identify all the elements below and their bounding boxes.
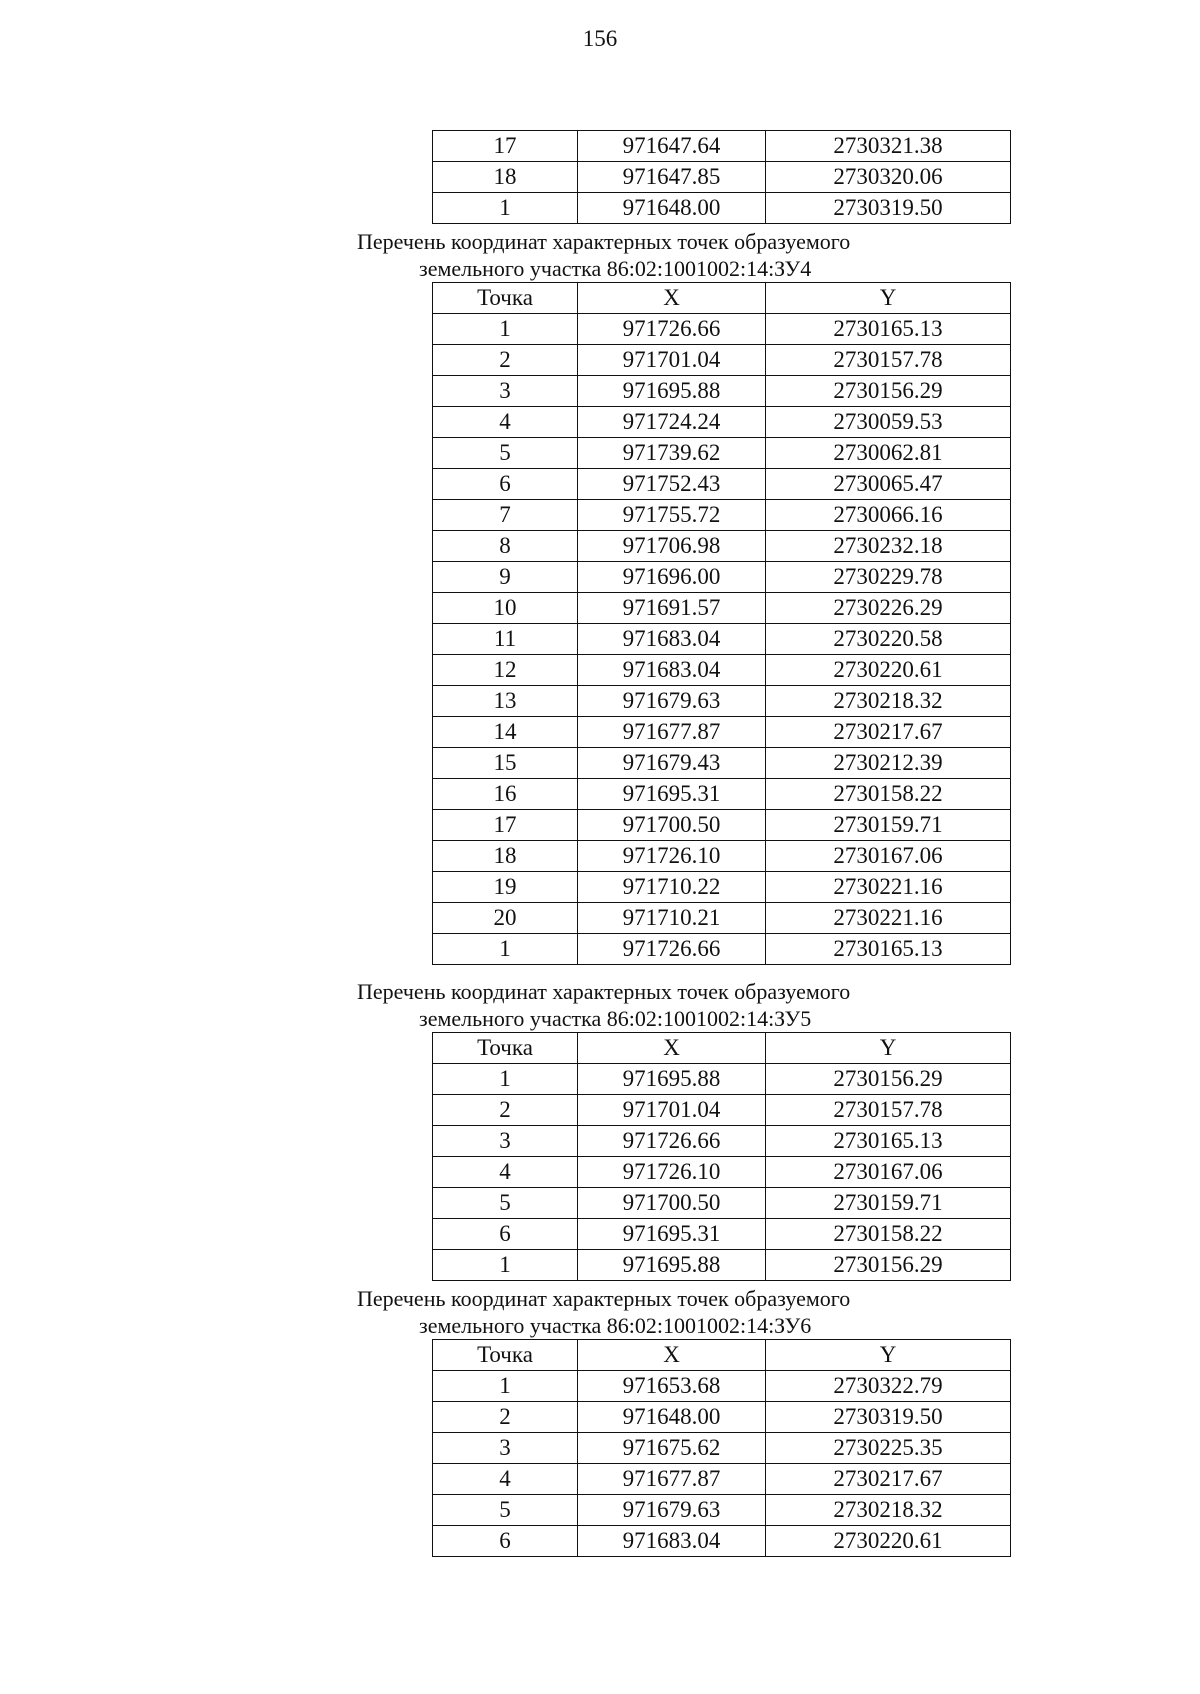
point-number-cell: 1 (433, 193, 578, 224)
y-coordinate-cell: 2730319.50 (766, 1402, 1011, 1433)
header-row (433, 283, 1011, 314)
caption-line-2: земельного участка 86:02:1001002:14:ЗУ5 (419, 1006, 812, 1031)
table-row (433, 903, 1011, 934)
x-coordinate-cell: 971679.63 (578, 1495, 766, 1526)
table-row (433, 1095, 1011, 1126)
point-number-cell: 9 (433, 562, 578, 593)
table-row (433, 1371, 1011, 1402)
coordinates-table (432, 130, 1011, 224)
table-row (433, 1526, 1011, 1557)
table-row (433, 162, 1011, 193)
table-caption (357, 228, 977, 282)
y-coordinate-cell: 2730220.58 (766, 624, 1011, 655)
header-row (433, 1033, 1011, 1064)
coordinates-block-zu6 (0, 1285, 1200, 1557)
table-row (433, 1126, 1011, 1157)
point-number-cell: 18 (433, 162, 578, 193)
point-number-cell: 1 (433, 314, 578, 345)
y-coordinate-cell: 2730156.29 (766, 1064, 1011, 1095)
y-coordinate-cell: 2730156.29 (766, 1250, 1011, 1281)
y-coordinate-cell: 2730217.67 (766, 1464, 1011, 1495)
table-row (433, 407, 1011, 438)
page-number: 156 (582, 26, 618, 51)
y-coordinate-cell: 2730066.16 (766, 500, 1011, 531)
point-number-cell: 14 (433, 717, 578, 748)
table-row (433, 1433, 1011, 1464)
table-row (433, 841, 1011, 872)
x-coordinate-cell: 971695.88 (578, 1250, 766, 1281)
coordinates-table (432, 1339, 1011, 1557)
point-number-cell: 5 (433, 1495, 578, 1526)
x-column-header: X (578, 1340, 766, 1371)
x-column-header: X (578, 283, 766, 314)
table-header (433, 1340, 1011, 1371)
point-number-cell: 5 (433, 438, 578, 469)
y-coordinate-cell: 2730156.29 (766, 376, 1011, 407)
point-number-cell: 8 (433, 531, 578, 562)
x-coordinate-cell: 971752.43 (578, 469, 766, 500)
point-number-cell: 17 (433, 131, 578, 162)
y-column-header: Y (766, 1033, 1011, 1064)
x-coordinate-cell: 971683.04 (578, 624, 766, 655)
table-body (433, 1064, 1011, 1281)
point-number-cell: 3 (433, 1433, 578, 1464)
x-coordinate-cell: 971677.87 (578, 717, 766, 748)
y-coordinate-cell: 2730165.13 (766, 934, 1011, 965)
point-column-header: Точка (433, 283, 578, 314)
table-row (433, 1495, 1011, 1526)
y-coordinate-cell: 2730218.32 (766, 1495, 1011, 1526)
table-row (433, 376, 1011, 407)
table-row (433, 779, 1011, 810)
x-coordinate-cell: 971695.31 (578, 1219, 766, 1250)
x-coordinate-cell: 971648.00 (578, 1402, 766, 1433)
point-number-cell: 2 (433, 1095, 578, 1126)
x-coordinate-cell: 971724.24 (578, 407, 766, 438)
y-coordinate-cell: 2730322.79 (766, 1371, 1011, 1402)
point-number-cell: 12 (433, 655, 578, 686)
x-coordinate-cell: 971679.63 (578, 686, 766, 717)
y-coordinate-cell: 2730165.13 (766, 1126, 1011, 1157)
coordinates-block-zu5 (0, 978, 1200, 1281)
x-coordinate-cell: 971677.87 (578, 1464, 766, 1495)
x-coordinate-cell: 971701.04 (578, 1095, 766, 1126)
point-number-cell: 3 (433, 376, 578, 407)
y-coordinate-cell: 2730062.81 (766, 438, 1011, 469)
table-row (433, 593, 1011, 624)
table-row (433, 655, 1011, 686)
point-number-cell: 15 (433, 748, 578, 779)
caption-line-1: Перечень координат характерных точек образуемого (357, 979, 851, 1004)
y-coordinate-cell: 2730159.71 (766, 1188, 1011, 1219)
table-row (433, 1188, 1011, 1219)
table-header (433, 1033, 1011, 1064)
y-coordinate-cell: 2730159.71 (766, 810, 1011, 841)
point-number-cell: 6 (433, 1526, 578, 1557)
point-number-cell: 7 (433, 500, 578, 531)
caption-line-2: земельного участка 86:02:1001002:14:ЗУ4 (419, 256, 812, 281)
x-coordinate-cell: 971701.04 (578, 345, 766, 376)
point-number-cell: 2 (433, 345, 578, 376)
point-number-cell: 11 (433, 624, 578, 655)
y-coordinate-cell: 2730167.06 (766, 841, 1011, 872)
point-number-cell: 2 (433, 1402, 578, 1433)
x-coordinate-cell: 971700.50 (578, 1188, 766, 1219)
point-number-cell: 17 (433, 810, 578, 841)
point-number-cell: 16 (433, 779, 578, 810)
table-row (433, 314, 1011, 345)
point-number-cell: 19 (433, 872, 578, 903)
table-row (433, 1064, 1011, 1095)
y-coordinate-cell: 2730059.53 (766, 407, 1011, 438)
x-coordinate-cell: 971691.57 (578, 593, 766, 624)
point-number-cell: 5 (433, 1188, 578, 1219)
x-coordinate-cell: 971726.66 (578, 934, 766, 965)
table-row (433, 934, 1011, 965)
y-coordinate-cell: 2730321.38 (766, 131, 1011, 162)
x-coordinate-cell: 971710.22 (578, 872, 766, 903)
table-row (433, 1464, 1011, 1495)
table-row (433, 1157, 1011, 1188)
y-coordinate-cell: 2730226.29 (766, 593, 1011, 624)
point-number-cell: 1 (433, 1371, 578, 1402)
y-coordinate-cell: 2730165.13 (766, 314, 1011, 345)
x-coordinate-cell: 971726.10 (578, 841, 766, 872)
x-coordinate-cell: 971679.43 (578, 748, 766, 779)
point-number-cell: 4 (433, 1157, 578, 1188)
coordinates-table (432, 1032, 1011, 1281)
y-coordinate-cell: 2730167.06 (766, 1157, 1011, 1188)
x-coordinate-cell: 971647.85 (578, 162, 766, 193)
table-row (433, 1250, 1011, 1281)
y-coordinate-cell: 2730220.61 (766, 1526, 1011, 1557)
y-coordinate-cell: 2730157.78 (766, 1095, 1011, 1126)
table-caption (357, 978, 977, 1032)
x-coordinate-cell: 971695.88 (578, 376, 766, 407)
y-column-header: Y (766, 1340, 1011, 1371)
table-row (433, 131, 1011, 162)
table-row (433, 624, 1011, 655)
table-row (433, 469, 1011, 500)
table-row (433, 810, 1011, 841)
x-coordinate-cell: 971739.62 (578, 438, 766, 469)
x-coordinate-cell: 971683.04 (578, 1526, 766, 1557)
y-coordinate-cell: 2730221.16 (766, 872, 1011, 903)
point-column-header: Точка (433, 1340, 578, 1371)
y-coordinate-cell: 2730217.67 (766, 717, 1011, 748)
caption-line-1: Перечень координат характерных точек образуемого (357, 1286, 851, 1311)
table-row (433, 193, 1011, 224)
point-number-cell: 3 (433, 1126, 578, 1157)
y-coordinate-cell: 2730232.18 (766, 531, 1011, 562)
y-coordinate-cell: 2730212.39 (766, 748, 1011, 779)
x-coordinate-cell: 971695.31 (578, 779, 766, 810)
point-number-cell: 13 (433, 686, 578, 717)
x-coordinate-cell: 971726.66 (578, 314, 766, 345)
table-body (433, 314, 1011, 965)
table-row (433, 1402, 1011, 1433)
y-coordinate-cell: 2730158.22 (766, 779, 1011, 810)
x-coordinate-cell: 971726.66 (578, 1126, 766, 1157)
y-coordinate-cell: 2730220.61 (766, 655, 1011, 686)
x-coordinate-cell: 971675.62 (578, 1433, 766, 1464)
y-coordinate-cell: 2730157.78 (766, 345, 1011, 376)
point-number-cell: 18 (433, 841, 578, 872)
point-number-cell: 4 (433, 1464, 578, 1495)
coordinates-block-continued (0, 130, 1200, 224)
x-coordinate-cell: 971647.64 (578, 131, 766, 162)
table-body (433, 131, 1011, 224)
coordinates-table (432, 282, 1011, 965)
table-row (433, 562, 1011, 593)
caption-line-2: земельного участка 86:02:1001002:14:ЗУ6 (419, 1313, 812, 1338)
y-coordinate-cell: 2730229.78 (766, 562, 1011, 593)
point-number-cell: 20 (433, 903, 578, 934)
x-coordinate-cell: 971755.72 (578, 500, 766, 531)
point-number-cell: 1 (433, 1250, 578, 1281)
caption-line-1: Перечень координат характерных точек образуемого (357, 229, 851, 254)
table-row (433, 717, 1011, 748)
x-coordinate-cell: 971706.98 (578, 531, 766, 562)
y-coordinate-cell: 2730218.32 (766, 686, 1011, 717)
y-coordinate-cell: 2730065.47 (766, 469, 1011, 500)
y-coordinate-cell: 2730320.06 (766, 162, 1011, 193)
table-row (433, 748, 1011, 779)
y-coordinate-cell: 2730319.50 (766, 193, 1011, 224)
y-coordinate-cell: 2730158.22 (766, 1219, 1011, 1250)
point-number-cell: 6 (433, 469, 578, 500)
point-number-cell: 10 (433, 593, 578, 624)
table-row (433, 872, 1011, 903)
x-column-header: X (578, 1033, 766, 1064)
coordinates-block-zu4 (0, 228, 1200, 965)
point-column-header: Точка (433, 1033, 578, 1064)
table-row (433, 345, 1011, 376)
x-coordinate-cell: 971683.04 (578, 655, 766, 686)
table-row (433, 438, 1011, 469)
y-column-header: Y (766, 283, 1011, 314)
point-number-cell: 1 (433, 934, 578, 965)
x-coordinate-cell: 971648.00 (578, 193, 766, 224)
table-row (433, 1219, 1011, 1250)
x-coordinate-cell: 971726.10 (578, 1157, 766, 1188)
table-body (433, 1371, 1011, 1557)
table-row (433, 500, 1011, 531)
x-coordinate-cell: 971700.50 (578, 810, 766, 841)
x-coordinate-cell: 971710.21 (578, 903, 766, 934)
table-header (433, 283, 1011, 314)
header-row (433, 1340, 1011, 1371)
y-coordinate-cell: 2730225.35 (766, 1433, 1011, 1464)
x-coordinate-cell: 971695.88 (578, 1064, 766, 1095)
point-number-cell: 4 (433, 407, 578, 438)
table-caption (357, 1285, 977, 1339)
y-coordinate-cell: 2730221.16 (766, 903, 1011, 934)
x-coordinate-cell: 971696.00 (578, 562, 766, 593)
point-number-cell: 6 (433, 1219, 578, 1250)
table-row (433, 531, 1011, 562)
table-row (433, 686, 1011, 717)
point-number-cell: 1 (433, 1064, 578, 1095)
x-coordinate-cell: 971653.68 (578, 1371, 766, 1402)
